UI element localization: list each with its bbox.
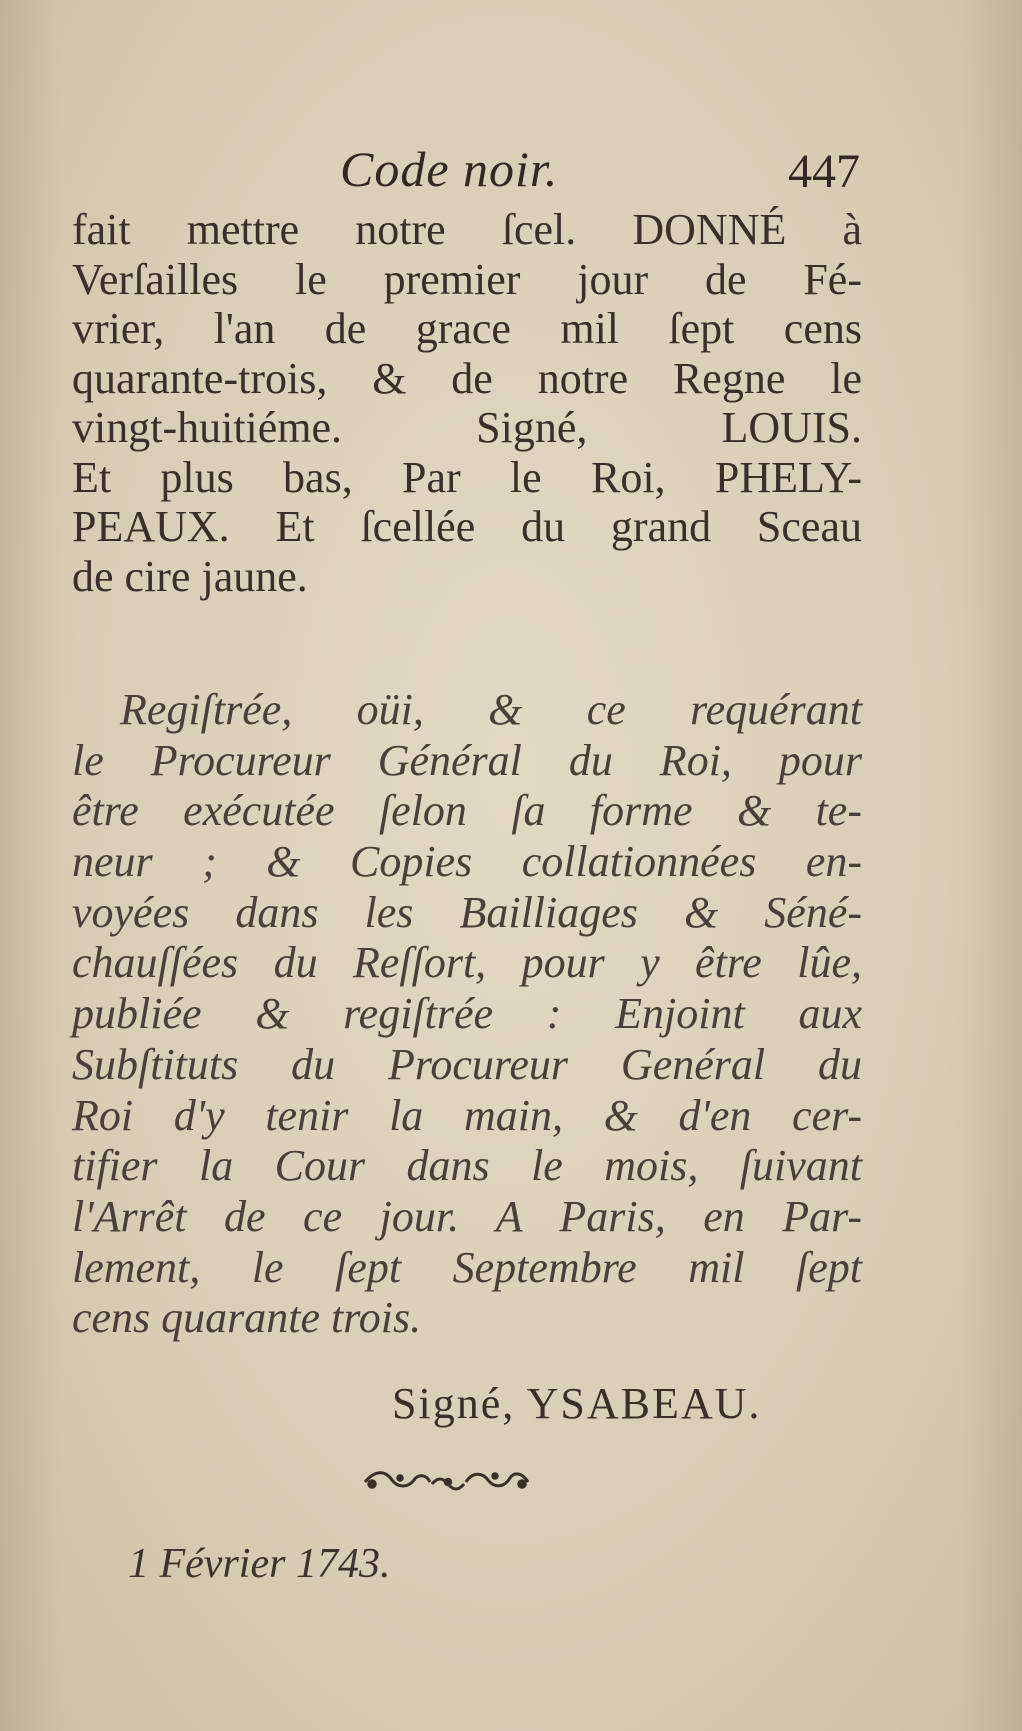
text-line: publiée & regiſtrée : Enjoint aux: [72, 989, 862, 1039]
text-line: le Procureur Général du Roi, pour: [72, 735, 862, 785]
text-line: cens quarante trois.: [72, 1293, 422, 1343]
text-line: fait mettre notre ſcel. DONNÉ à: [72, 205, 862, 254]
text-line: l'Arrêt de ce jour. A Paris, en Par-: [72, 1191, 862, 1241]
text-line: Subſtituts du Procureur Genéral du: [72, 1039, 862, 1089]
date-line: 1 Février 1743.: [128, 1541, 391, 1587]
text-line: Et plus bas, Par le Roi, PHELY-: [72, 452, 862, 502]
text-line: chauſſées du Reſſort, pour y être lûe,: [72, 938, 862, 988]
running-title: Code noir.: [340, 141, 559, 197]
text-line: quarante-trois, & de notre Regne le: [72, 353, 862, 403]
page-number: 447: [788, 145, 860, 198]
text-line: lement, le ſept Septembre mil ſept: [72, 1242, 862, 1292]
text-line: Regiſtrée, oüi, & ce requérant: [120, 685, 862, 734]
text-line: neur ; & Copies collationnées en-: [72, 837, 862, 887]
text-line: Roi d'y tenir la main, & d'en cer-: [72, 1090, 862, 1140]
text-line: tifier la Cour dans le mois, ſuivant: [72, 1141, 862, 1191]
signature: Signé, YSABEAU.: [392, 1379, 762, 1428]
text-line: de cire jaune.: [72, 551, 308, 601]
page-header: [70, 140, 860, 210]
text-line: Verſailles le premier jour de Fé-: [72, 254, 862, 304]
text-line: être exécutée ſelon ſa forme & te-: [72, 786, 862, 836]
text-line: PEAUX. Et ſcellée du grand Sceau: [72, 502, 862, 551]
text-line: vrier, l'an de grace mil ſept cens: [72, 304, 862, 353]
decorative-ornament-icon: [360, 1460, 535, 1500]
page-edge-shadow-left: [0, 0, 60, 1731]
text-line: vingt-huitiéme. Signé, LOUIS.: [72, 403, 862, 452]
body-text-roman: [72, 205, 862, 601]
page-edge-shadow-right: [962, 0, 1022, 1731]
registration-paragraph: [72, 685, 862, 1344]
text-line: voyées dans les Bailliages & Séné-: [72, 887, 862, 937]
